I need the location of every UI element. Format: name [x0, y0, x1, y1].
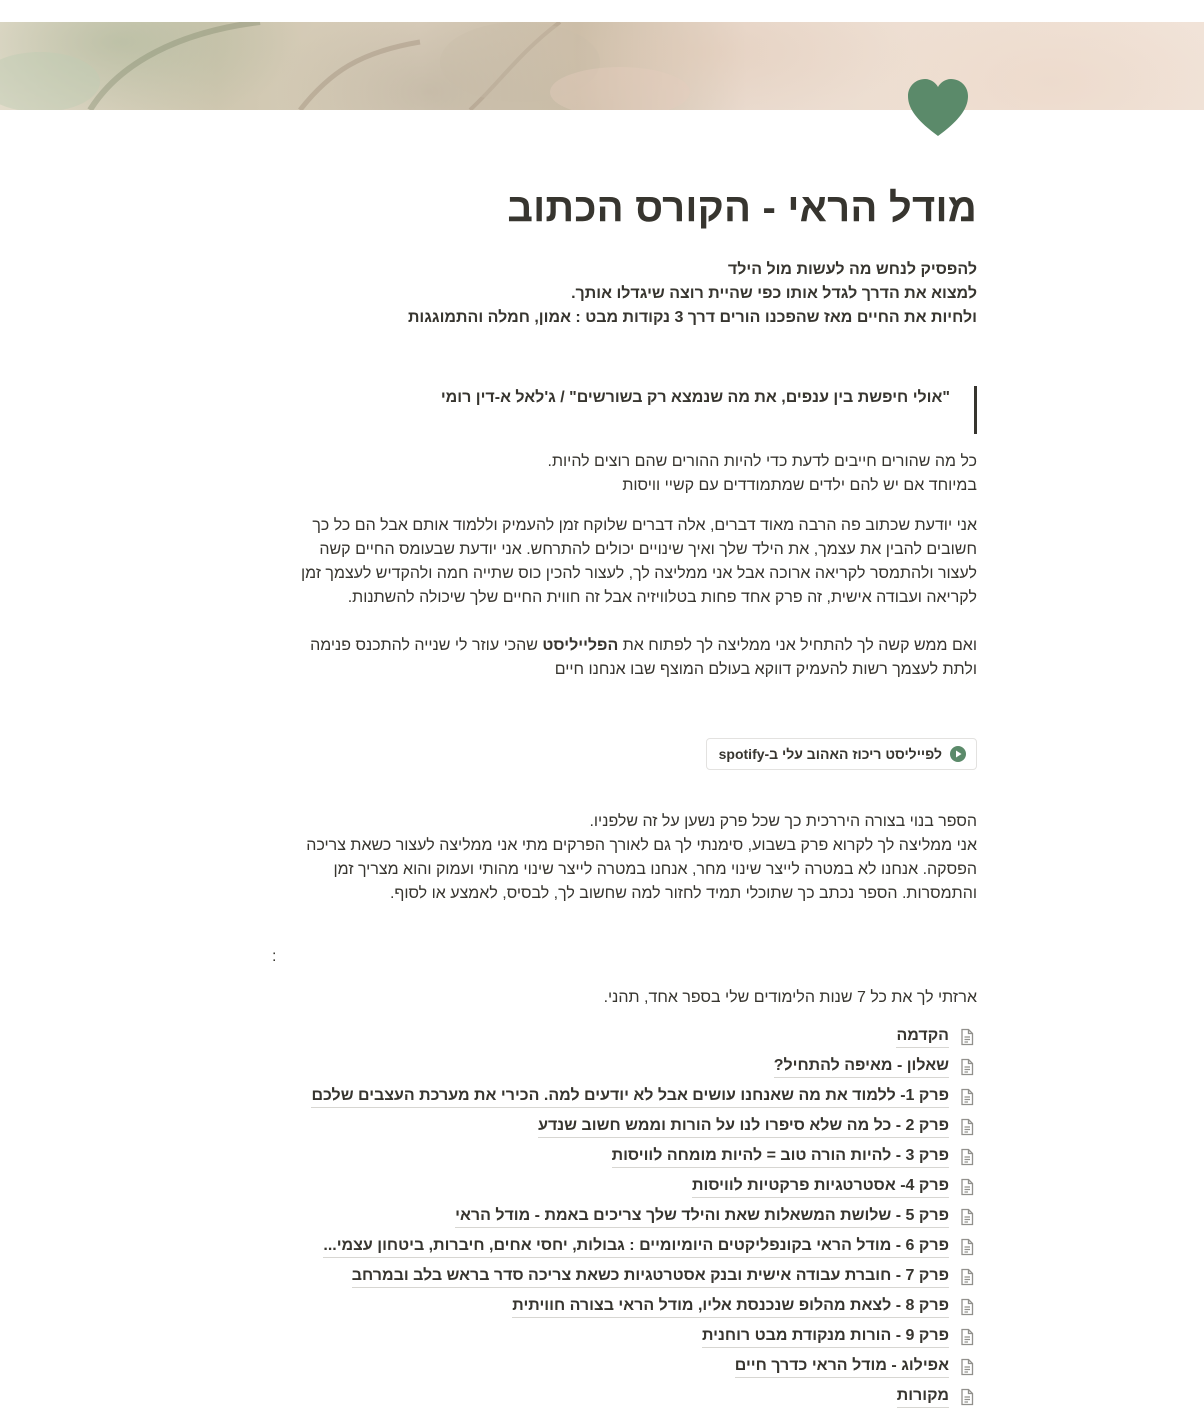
- list-intro: ארזתי לך את כל 7 שנות הלימודים שלי בספר אחד, תהני.: [603, 989, 977, 1006]
- subpage-title: שאלון - מאיפה להתחיל?: [774, 1056, 949, 1078]
- subpage-link[interactable]: [311, 1052, 977, 1082]
- paragraph-3: [310, 634, 977, 682]
- paragraph-line: ולתת לעצמך רשות להעמיק דווקא בעולם המוצף שבו אנחנו חיים: [554, 661, 977, 678]
- paragraph-text: ואם ממש קשה לך להתחיל אני ממליצה לך לפתוח את: [618, 637, 977, 654]
- stray-colon: :: [272, 948, 277, 965]
- page-document-icon: [957, 1057, 977, 1077]
- subpage-title: פרק 5 - שלושת המשאלות שאת והילד שלך צריכים באמת - מודל הראי: [455, 1206, 949, 1228]
- subpage-link[interactable]: [311, 1292, 977, 1322]
- paragraph-line: כל מה שהורים חייבים לדעת כדי להיות ההורים שהם רוצים להיות.: [547, 453, 977, 470]
- page-document-icon: [957, 1357, 977, 1377]
- paragraph-4: [306, 810, 977, 906]
- intro-line: ולחיות את החיים מאז שהפכנו הורים דרך 3 נקודות מבט : אמון, חמלה והתמוגגות: [407, 309, 977, 326]
- page-document-icon: [957, 1267, 977, 1287]
- page-document-icon: [957, 1117, 977, 1137]
- spotify-link-label: לפייליסט ריכוז האהוב עלי ב-spotify: [718, 746, 942, 762]
- page-cover-image[interactable]: [0, 22, 1204, 110]
- subpage-title: פרק 9 - הורות מנקודת מבט רוחנית: [702, 1326, 949, 1348]
- paragraph-line: אני ממליצה לך לקרוא פרק בשבוע, סימנתי לך גם לאורך הפרקים מתי אני ממליצה לעצור כשאת צריכה: [306, 837, 977, 854]
- subpage-title: פרק 6 - מודל הראי בקונפליקטים היומיומיים : גבולות, יחסי אחים, חיברות, ביטחון עצמי...: [323, 1236, 949, 1258]
- subpage-link[interactable]: [311, 1232, 977, 1262]
- page-document-icon: [957, 1237, 977, 1257]
- intro-line: להפסיק לנחש מה לעשות מול הילד: [727, 261, 977, 278]
- paragraph-2: [301, 514, 977, 610]
- playlist-bold-text: הפלייליסט: [542, 637, 619, 654]
- paragraph-line: חשובים להבין את עצמך, את הילד שלך ואיך שינויים יכולים להתרחש. אני יודעת שבעומס החיים קשה: [319, 541, 977, 558]
- intro-line: למצוא את הדרך לגדל אותו כפי שהיית רוצה שיגדלו אותך.: [571, 285, 977, 302]
- paragraph-line: לעצור ולהתמסר לקריאה ארוכה אבל אני ממליצה לך, לעצור להכין כוס שתייה חמה ולהקדיש לעצמך זמן: [300, 565, 977, 582]
- spotify-playlist-link[interactable]: [706, 738, 977, 770]
- page-document-icon: [957, 1297, 977, 1317]
- subpage-title: אפילוג - מודל הראי כדרך חיים: [735, 1356, 949, 1378]
- subpage-title: פרק 8 - לצאת מהלופ שנכנסת אליו, מודל הראי בצורה חוויתית: [512, 1296, 949, 1318]
- subpage-title: פרק 4- אסטרטגיות פרקטיות לוויסות: [692, 1176, 949, 1198]
- paragraph-line: במיוחד אם יש להם ילדים שמתמודדים עם קשיי וויסות: [622, 477, 977, 494]
- intro-block: [408, 258, 977, 330]
- subpage-link[interactable]: [311, 1352, 977, 1382]
- paragraph-line: לקריאה ועבודה אישית, זה פרק אחד פחות בטלוויזיה אבל זה חווית החיים שלך שיכולה להשתנות.: [347, 589, 977, 606]
- page-document-icon: [957, 1387, 977, 1407]
- paragraph-line: אני יודעת שכתוב פה הרבה מאוד דברים, אלה דברים שלוקח זמן להעמיק וללמוד אותם אבל הם כל כך: [312, 517, 977, 534]
- subpage-link[interactable]: [311, 1022, 977, 1052]
- paragraph-text: שהכי עוזר לי שנייה להתכנס פנימה: [310, 637, 543, 654]
- paragraph-line: הפסקה. אנחנו לא במטרה לייצר שינוי מחר, אנחנו במטרה לייצר שינוי מהותי ועמוק והוא מצריך זמן: [333, 861, 977, 878]
- quote-text: "אולי חיפשת בין ענפים, את מה שנמצא רק בשורשים" / ג'לאל א-דין רומי: [440, 389, 950, 406]
- subpage-title: מקורות: [897, 1386, 949, 1408]
- paragraph-line: הספר בנוי בצורה היררכית כך שכל פרק נשען על זה שלפניו.: [589, 813, 977, 830]
- subpage-link[interactable]: [311, 1112, 977, 1142]
- subpage-title: פרק 1- ללמוד את מה שאנחנו עושים אבל לא יודעים למה. הכירי את מערכת העצבים שלכם: [311, 1086, 949, 1108]
- page-document-icon: [957, 1087, 977, 1107]
- subpage-link[interactable]: [311, 1382, 977, 1412]
- subpage-title: פרק 7 - חוברת עבודה אישית ובנק אסטרטגיות כשאת צריכה סדר בראש בלב ובמרחב: [352, 1266, 949, 1288]
- page-document-icon: [957, 1147, 977, 1167]
- cover-watercolor: [0, 22, 1204, 110]
- subpage-list: [311, 1022, 977, 1412]
- subpage-title: פרק 2 - כל מה שלא סיפרו לנו על הורות וממש חשוב שנדע: [538, 1116, 949, 1138]
- subpage-title: פרק 3 - להיות הורה טוב = להיות מומחה לוויסות: [612, 1146, 949, 1168]
- page-document-icon: [957, 1027, 977, 1047]
- paragraph-line: והתמסרות. הספר נכתב כך שתוכלי תמיד לחזור למה שחשוב לך, לבסיס, לאמצע או לסוף.: [389, 885, 977, 902]
- subpage-link[interactable]: [311, 1082, 977, 1112]
- page-document-icon: [957, 1327, 977, 1347]
- page-title[interactable]: מודל הראי - הקורס הכתוב: [507, 186, 977, 230]
- page-document-icon: [957, 1207, 977, 1227]
- subpage-link[interactable]: [311, 1262, 977, 1292]
- subpage-link[interactable]: [311, 1142, 977, 1172]
- subpage-title: הקדמה: [896, 1026, 949, 1048]
- play-circle-icon: [950, 746, 966, 762]
- quote-block: [441, 386, 977, 434]
- heart-icon[interactable]: [906, 78, 970, 138]
- subpage-link[interactable]: [311, 1322, 977, 1352]
- page-document-icon: [957, 1177, 977, 1197]
- subpage-link[interactable]: [311, 1172, 977, 1202]
- paragraph-1: [548, 450, 978, 498]
- subpage-link[interactable]: [311, 1202, 977, 1232]
- paragraph-line: [310, 634, 977, 658]
